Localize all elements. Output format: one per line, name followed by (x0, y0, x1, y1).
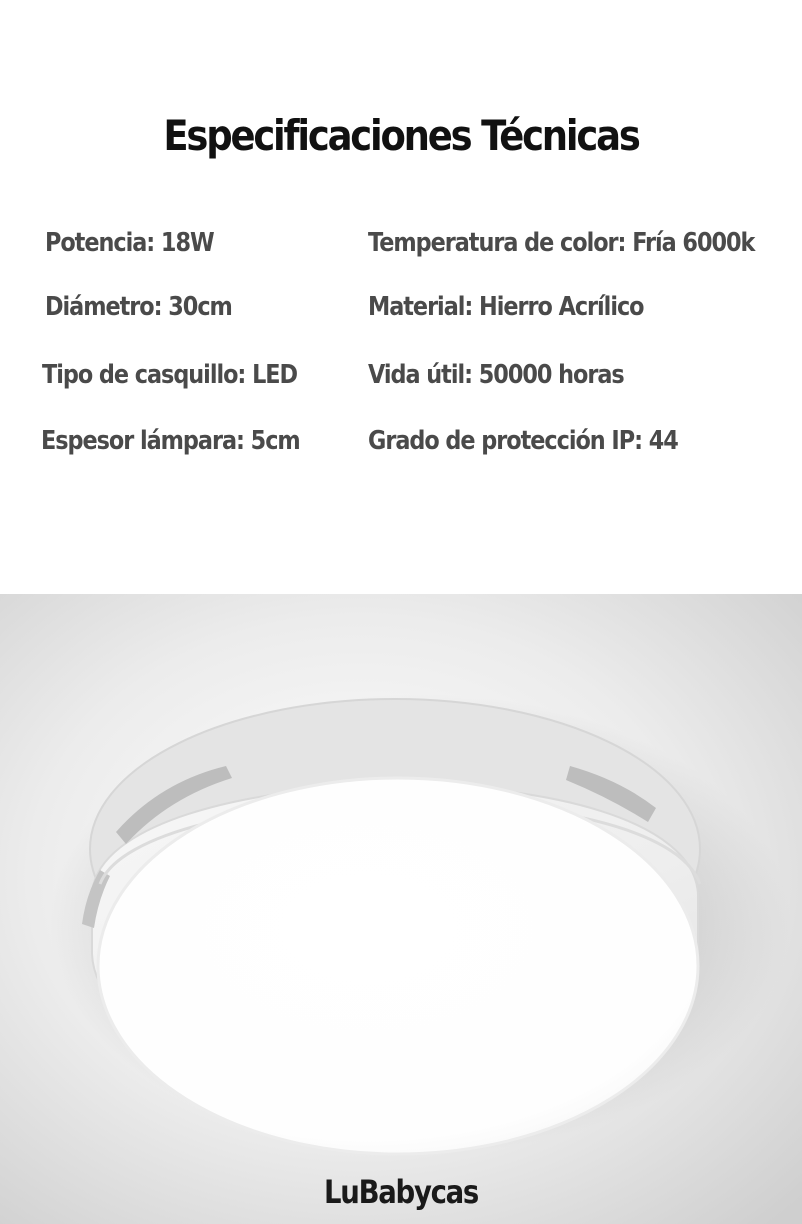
specs-section (0, 0, 802, 594)
spec-thickness: Espesor lámpara: 5cm (41, 426, 300, 456)
spec-socket-type: Tipo de casquillo: LED (42, 360, 298, 390)
brand-watermark: LuBabycas (324, 1173, 478, 1211)
spec-power: Potencia: 18W (45, 228, 214, 258)
lamp-diffuser (98, 778, 698, 1154)
spec-ip-rating: Grado de protección IP: 44 (368, 426, 678, 456)
product-photo (0, 594, 802, 1224)
spec-color-temperature: Temperatura de color: Fría 6000k (368, 228, 755, 258)
spec-lifespan: Vida útil: 50000 horas (368, 360, 624, 390)
spec-material: Material: Hierro Acrílico (368, 292, 644, 322)
page-title: Especificaciones Técnicas (163, 111, 639, 160)
spec-diameter: Diámetro: 30cm (45, 292, 232, 322)
